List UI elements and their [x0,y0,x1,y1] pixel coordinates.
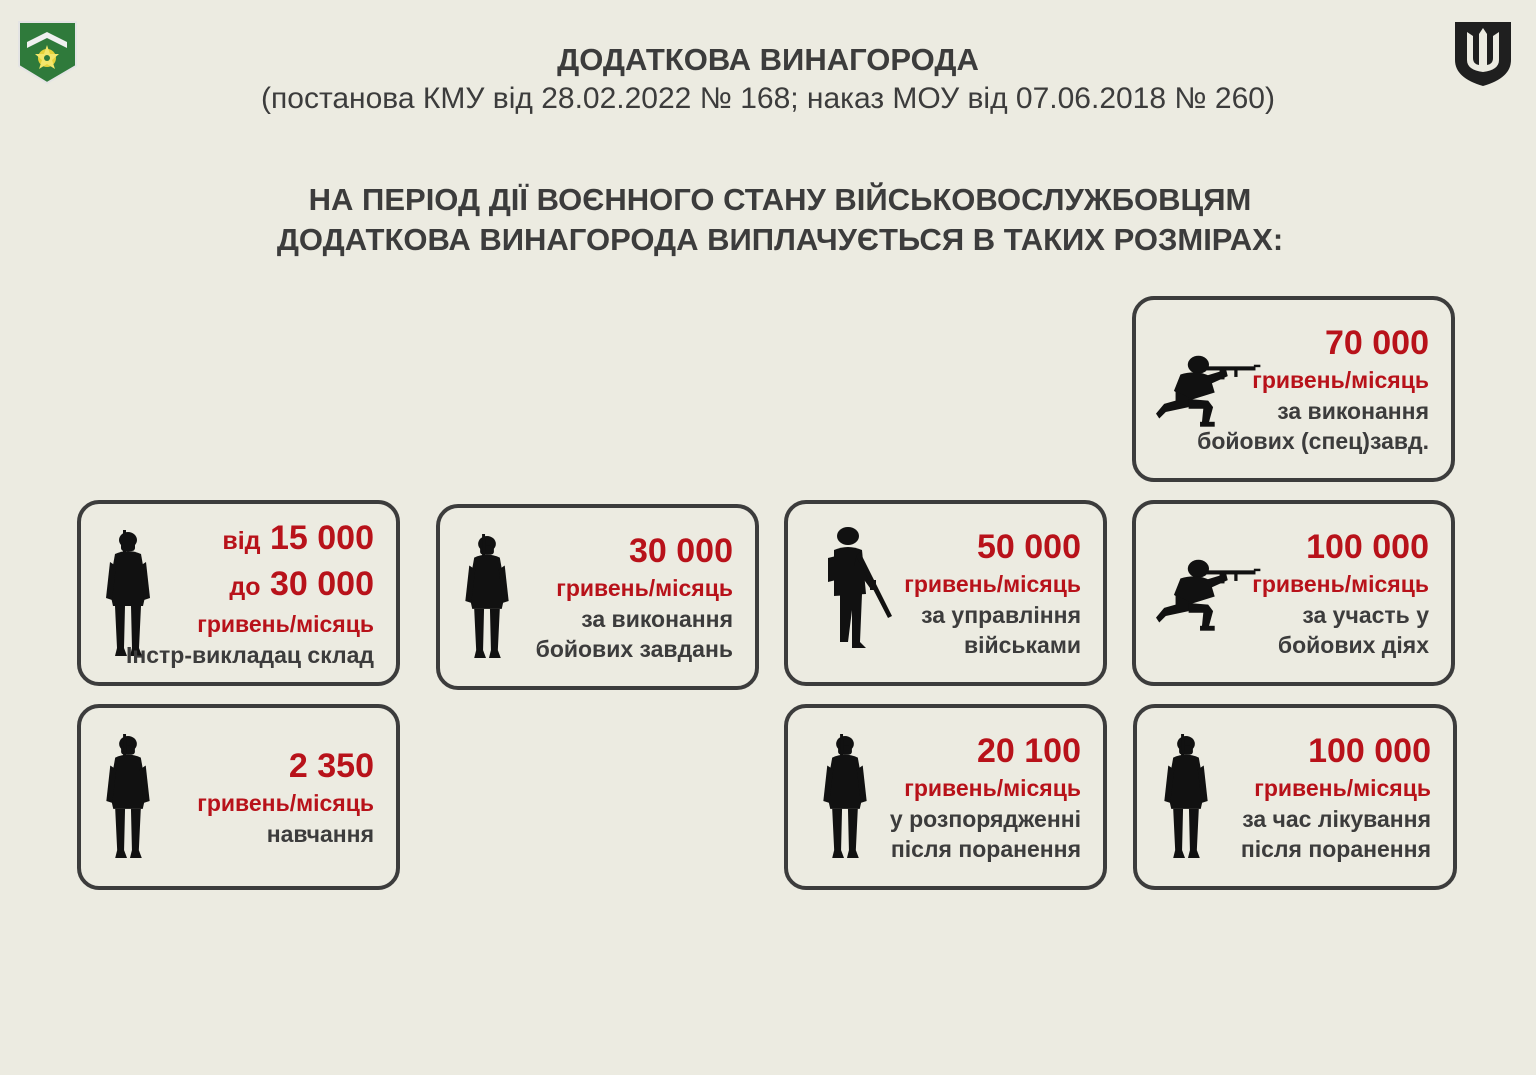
page-title: ДОДАТКОВА ВИНАГОРОДА [557,42,979,77]
description-line: Інстр-викладац склад [125,641,374,668]
card-combat-participation [1132,500,1455,686]
amount: 2 350 [288,747,374,785]
unit-label: гривень/місяць [197,790,374,816]
description-line: після поранення [1240,836,1431,862]
card-instructor-staff [77,500,400,686]
unit-label: гривень/місяць [1252,367,1429,393]
description-line: навчання [266,821,374,847]
card-combat-tasks [436,504,759,690]
standing-soldier-icon [1161,734,1211,862]
heading-line-2: ДОДАТКОВА ВИНАГОРОДА ВИПЛАЧУЄТЬСЯ В ТАКИХ РОЗМІРАХ: [276,222,1284,257]
amount: 20 100 [977,732,1081,770]
unit-label: гривень/місяць [1252,571,1429,597]
description-line: за участь у [1302,602,1429,628]
standing-soldier-icon [820,734,870,862]
description-line: за виконання [581,606,733,632]
unit-label: гривень/місяць [904,775,1081,801]
description-line: у розпорядженні [889,806,1081,832]
kneeling-rifleman-icon [1156,552,1262,636]
amount: 70 000 [1325,324,1429,362]
amount: 30 000 [629,532,733,570]
amount: 30 000 [270,564,374,603]
description-line: бойових завдань [535,636,733,662]
unit-label: гривень/місяць [1254,775,1431,801]
page-subtitle: (постанова КМУ від 28.02.2022 № 168; наказ МОУ від 07.06.2018 № 260) [261,82,1275,115]
amount: 50 000 [977,528,1081,566]
amount: 15 000 [270,518,374,557]
description-line: бойових (спец)завд. [1197,428,1429,454]
card-disposal-after-injury [784,704,1107,890]
unit-label: гривень/місяць [904,571,1081,597]
description-line: військами [963,632,1081,658]
standing-soldier-icon [103,734,153,862]
description-line: за час лікування [1242,806,1431,832]
standing-soldier-icon [462,534,512,662]
unit-label: гривень/місяць [556,575,733,601]
card-training [77,704,400,890]
description-line: бойових діях [1277,632,1429,658]
soldier-with-rifle-icon [826,524,896,654]
description-line: за виконання [1277,398,1429,424]
amount: 100 000 [1308,732,1431,770]
card-troop-command [784,500,1107,686]
amount-to [126,563,374,609]
heading-line-1: НА ПЕРІОД ДІЇ ВОЄННОГО СТАНУ ВІЙСЬКОВОСЛУЖБОВЦЯМ [308,182,1252,217]
description-line: після поранення [890,836,1081,862]
card-special-tasks [1132,296,1455,482]
card-treatment-after-injury [1133,704,1457,890]
amount-from [126,517,374,563]
unit-label: гривень/місяць [197,610,374,637]
amount: 100 000 [1306,528,1429,566]
prefix-to: до [229,572,261,601]
prefix-from: від [222,526,261,555]
description-line: за управління [921,602,1081,628]
